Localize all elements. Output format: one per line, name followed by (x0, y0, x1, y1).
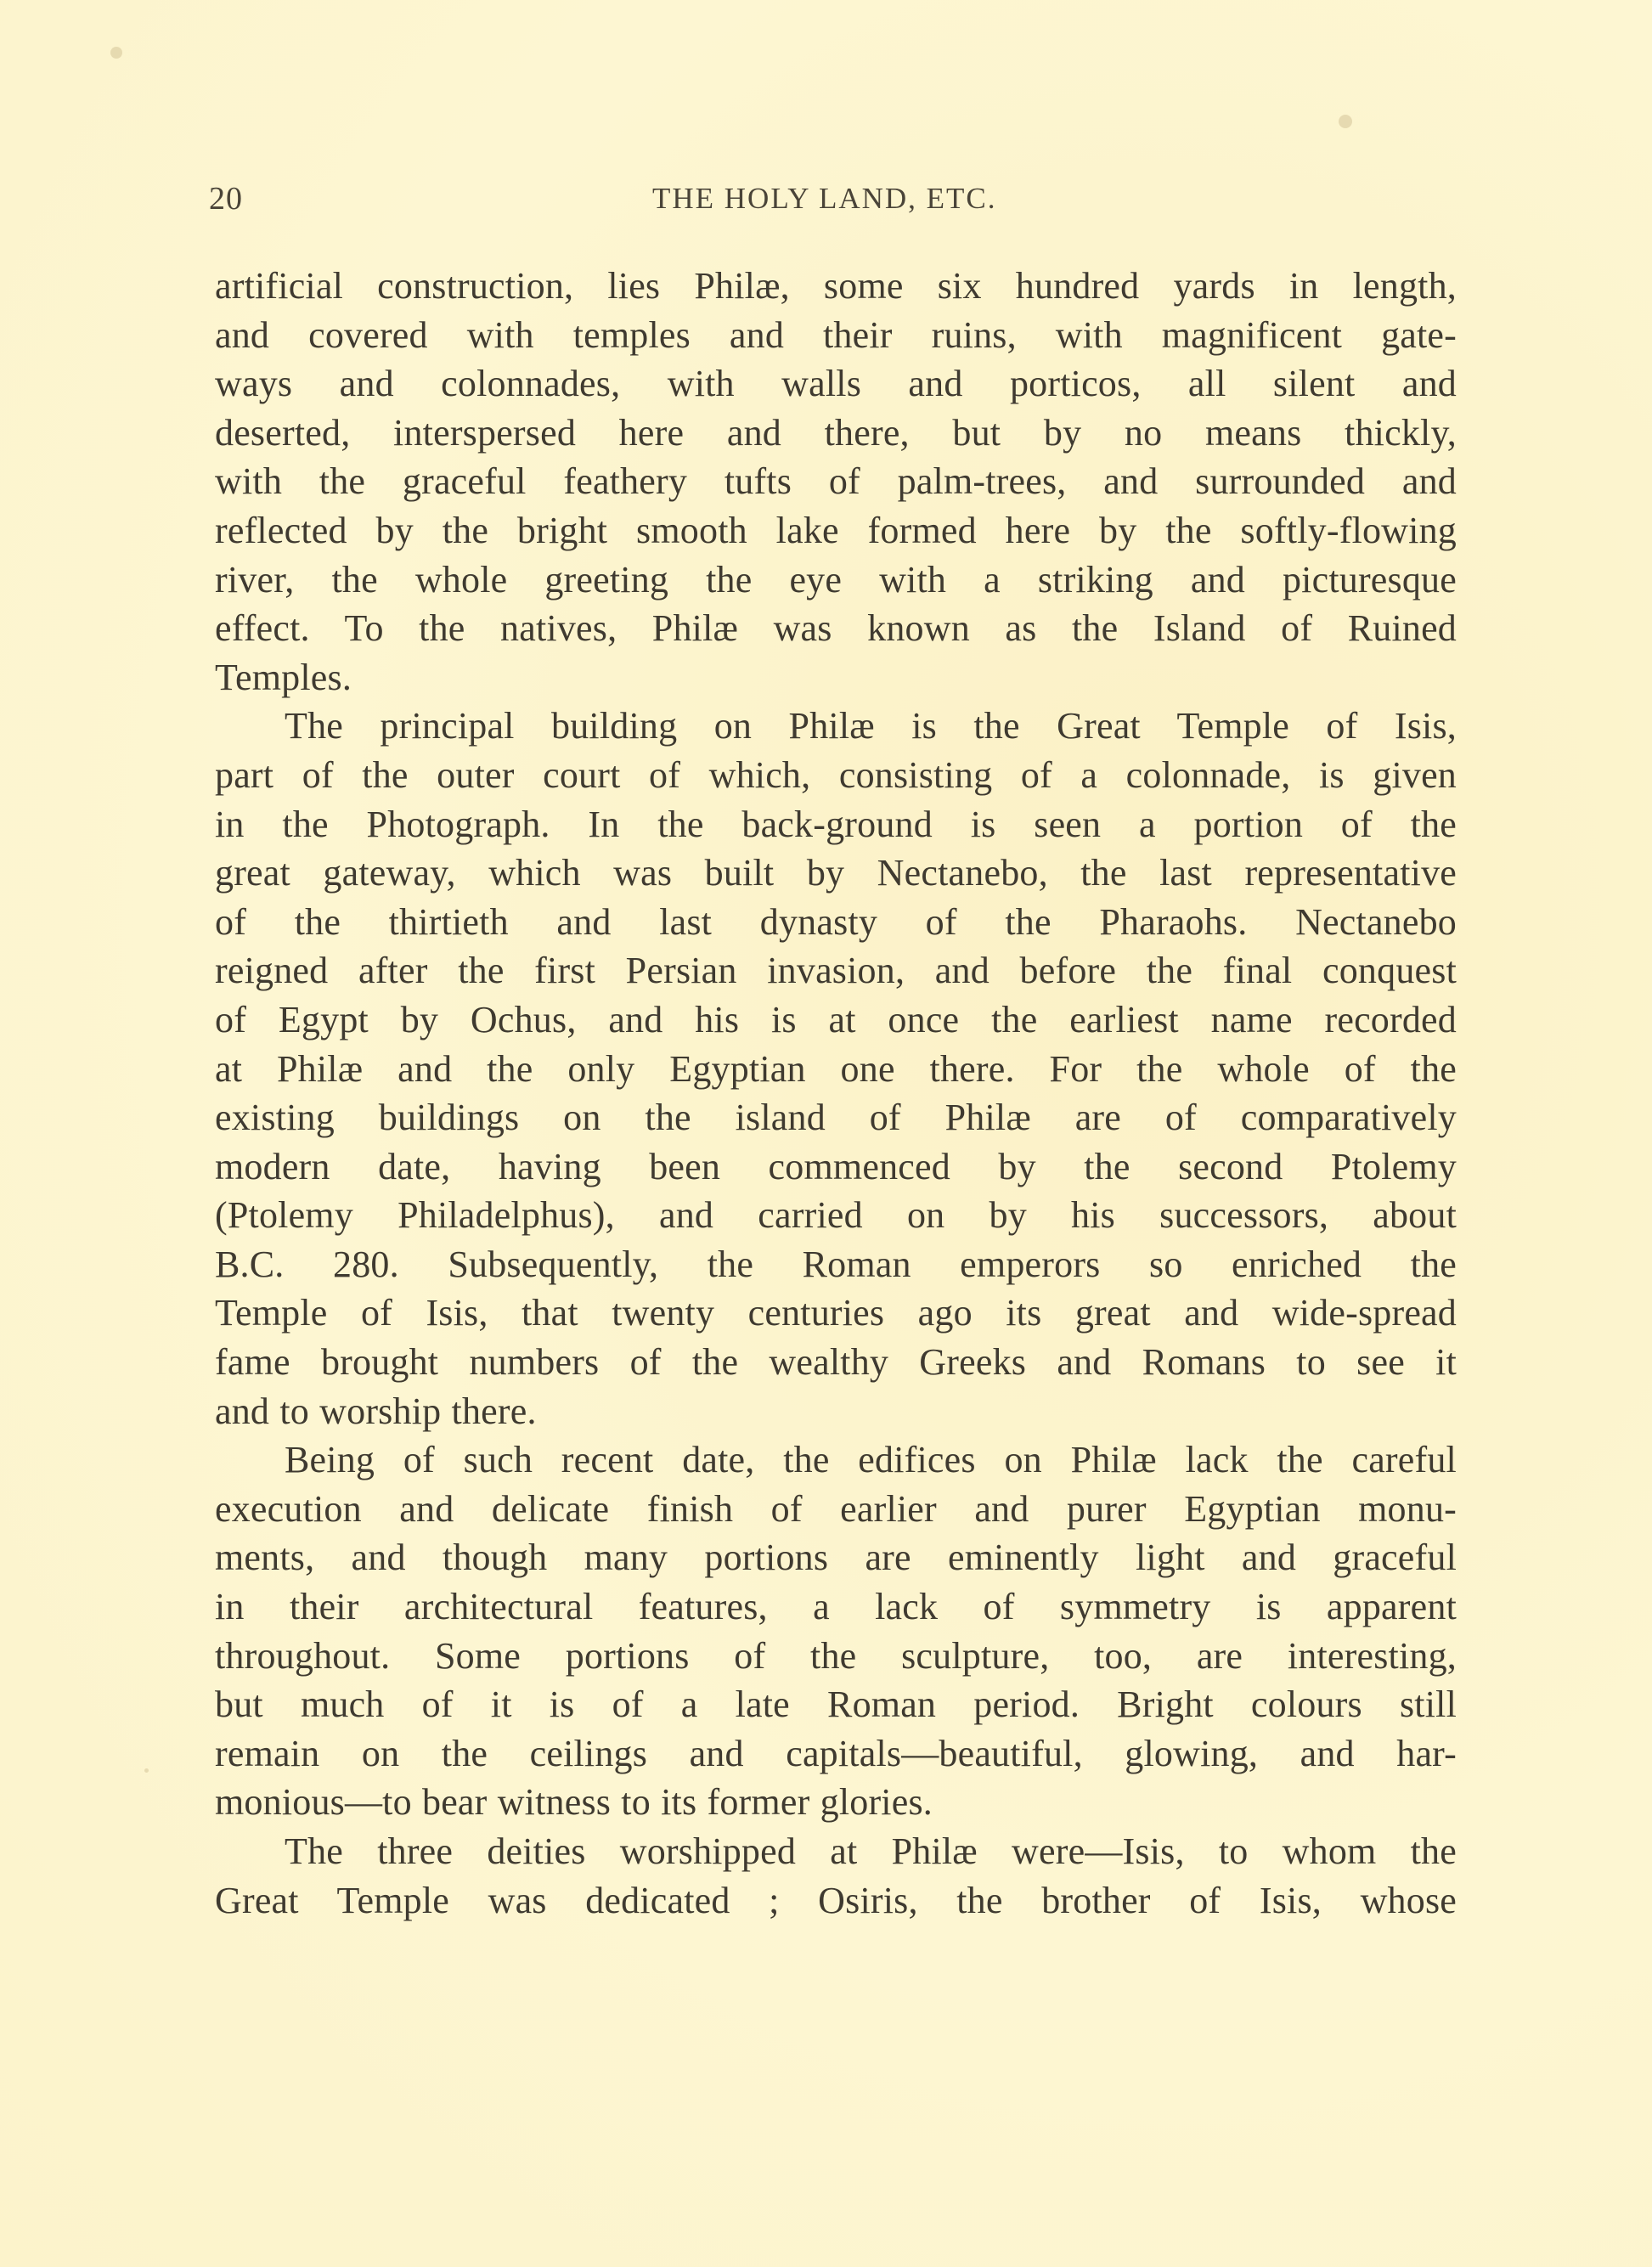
text-line: and to worship there. (215, 1390, 537, 1432)
text-line: in the Photograph. In the back-ground is seen a portion of the (215, 803, 1457, 845)
text-line: of the thirtieth and last dynasty of the Pharaohs. Nectanebo (215, 900, 1457, 943)
paper-blemish (1339, 115, 1352, 128)
text-line: ways and colonnades, with walls and porticos, all silent and (215, 363, 1457, 405)
text-line: The principal building on Philæ is the Great Temple of Isis, (285, 705, 1457, 747)
text-line: Temples. (215, 656, 352, 698)
text-line: great gateway, which was built by Nectanebo, the last representative (215, 852, 1457, 894)
text-line: reflected by the bright smooth lake formed here by the softly-flowing (215, 509, 1457, 551)
text-line: reigned after the first Persian invasion, and before the final conquest (215, 950, 1457, 992)
text-line: part of the outer court of which, consisting of a colonnade, is given (215, 753, 1457, 796)
paragraph-3 (215, 1435, 1457, 1827)
text-line: with the graceful feathery tufts of palm-trees, and surrounded and (215, 460, 1457, 503)
text-line: monious—to bear witness to its former glories. (215, 1781, 933, 1824)
text-line: at Philæ and the only Egyptian one there. For the whole of the (215, 1047, 1457, 1090)
text-line: artificial construction, lies Philæ, some six hundred yards in length, (215, 265, 1457, 307)
text-line: throughout. Some portions of the sculpture, too, are interesting, (215, 1634, 1457, 1677)
text-line: of Egypt by Ochus, and his is at once the earliest name recorded (215, 998, 1457, 1040)
text-line: (Ptolemy Philadelphus), and carried on by his successors, about (215, 1194, 1457, 1237)
paragraph-1 (215, 262, 1457, 702)
paragraph-4 (215, 1827, 1457, 1925)
text-line: effect. To the natives, Philæ was known as the Island of Ruined (215, 607, 1457, 650)
text-line: existing buildings on the island of Philæ are of comparatively (215, 1097, 1457, 1139)
text-line: Being of such recent date, the edifices on Philæ lack the careful (285, 1439, 1457, 1481)
text-line: river, the whole greeting the eye with a striking and picturesque (215, 558, 1457, 601)
text-line: deserted, interspersed here and there, but by no means thickly, (215, 411, 1457, 454)
text-line: execution and delicate finish of earlier and purer Egyptian monu- (215, 1487, 1457, 1530)
text-line: modern date, having been commenced by the second Ptolemy (215, 1145, 1457, 1187)
text-line: and covered with temples and their ruins, with magnificent gate- (215, 313, 1457, 356)
text-line: in their architectural features, a lack of symmetry is apparent (215, 1586, 1457, 1628)
running-head (209, 170, 1456, 229)
paragraph-2 (215, 702, 1457, 1435)
text-line: Temple of Isis, that twenty centuries ago its great and wide-spread (215, 1292, 1457, 1334)
text-line: The three deities worshipped at Philæ were—Isis, to whom the (285, 1830, 1457, 1872)
paper-blemish (144, 1768, 149, 1773)
paper-blemish (110, 47, 122, 59)
text-line: but much of it is of a late Roman period. Bright colours still (215, 1683, 1457, 1726)
text-line: B.C. 280. Subsequently, the Roman emperors so enriched the (215, 1243, 1457, 1285)
page-number: 20 (209, 181, 243, 217)
text-line: remain on the ceilings and capitals—beautiful, glowing, and har- (215, 1732, 1457, 1774)
text-line: fame brought numbers of the wealthy Greeks and Romans to see it (215, 1341, 1457, 1384)
running-head-title: THE HOLY LAND, ETC. (652, 182, 997, 215)
text-line: ments, and though many portions are eminently light and graceful (215, 1537, 1457, 1579)
text-line: Great Temple was dedicated ; Osiris, the brother of Isis, whose (215, 1879, 1457, 1921)
body-text (215, 262, 1457, 1925)
